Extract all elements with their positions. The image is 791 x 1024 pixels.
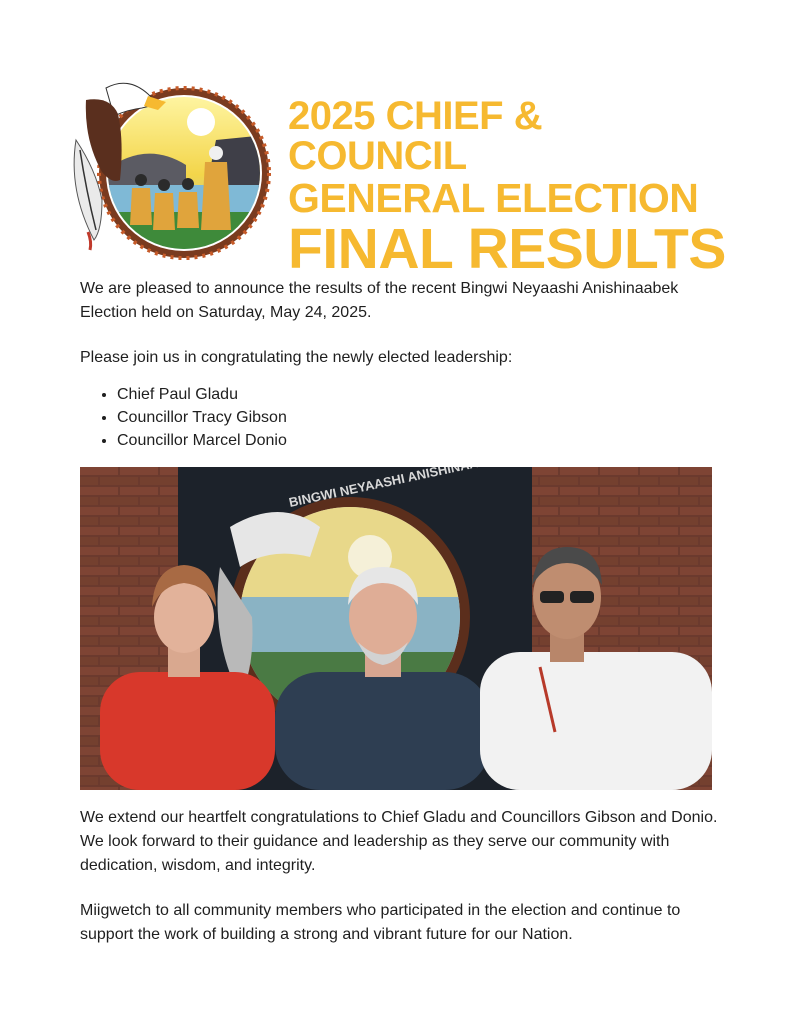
list-item: • Councillor Marcel Donio <box>117 429 287 452</box>
intro-paragraph: We are pleased to announce the results of the recent Bingwi Neyaashi Anishinaabek Election held on Saturday, May 24, 2025. <box>80 280 679 321</box>
list-item: • Chief Paul Gladu <box>117 383 287 406</box>
headline-line3: FINAL RESULTS <box>288 217 726 281</box>
leaders-list <box>80 383 287 452</box>
headline-line1: 2025 CHIEF & COUNCIL <box>288 94 543 178</box>
leadership-photo <box>80 467 712 790</box>
join-paragraph: Please join us in congratulating the newly elected leadership: <box>80 349 513 366</box>
thanks-paragraph: Miigwetch to all community members who participated in the election and continue to support the work of building a strong and vibrant future for our Nation. <box>80 902 681 943</box>
congrats-paragraph: We extend our heartfelt congratulations to Chief Gladu and Councillors Gibson and Donio. We look forward to their guidance and leadership as they serve our community with dedication, wisdom, and integrity. <box>80 809 718 874</box>
list-item: • Councillor Tracy Gibson <box>117 406 287 429</box>
nation-logo <box>66 80 272 266</box>
headline-line2: GENERAL ELECTION <box>288 175 699 221</box>
headline <box>288 94 728 281</box>
